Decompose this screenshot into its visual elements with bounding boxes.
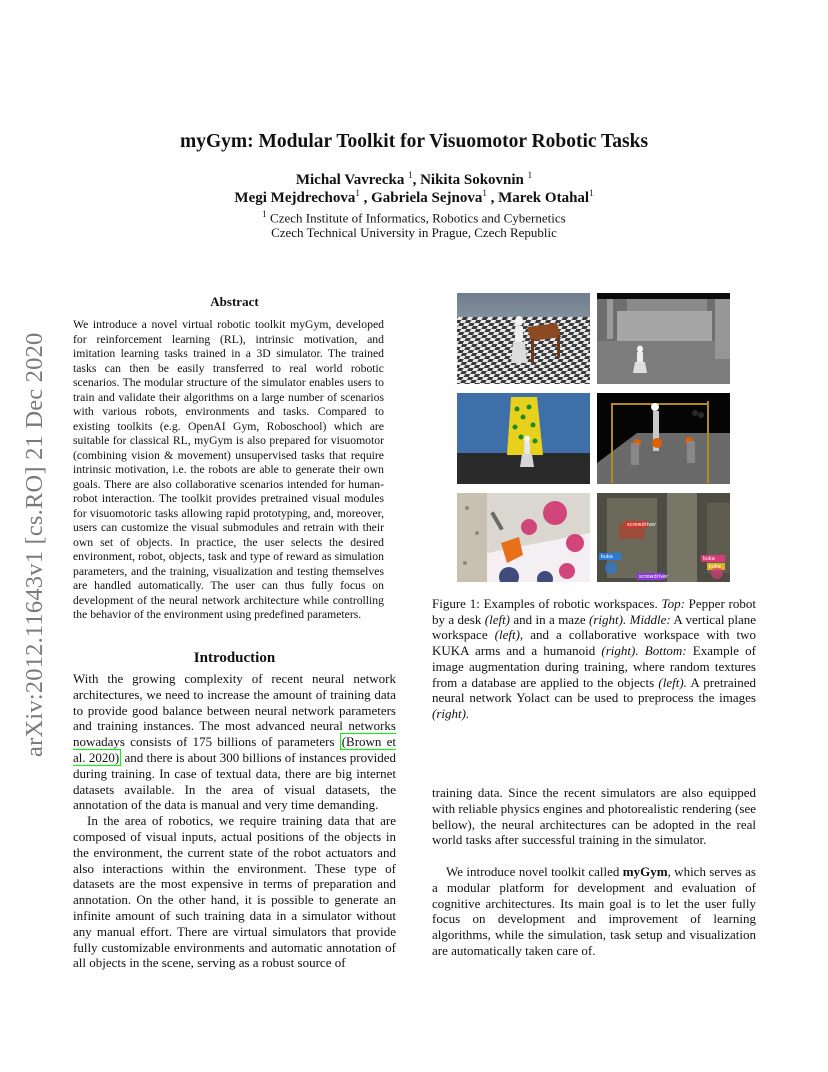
citation-link[interactable]: (Brown et al. 2020): [73, 734, 396, 765]
affiliation-line-2: Czech Technical University in Prague, Czech Republic: [271, 225, 557, 240]
intro-text: With the growing complexity of recent neural network architectures, we need to increase the amount of training data to provide good balance between neural network parameters and training instances. The most advanced neural networks nowadays consists of 175 billions of parameters: [73, 671, 396, 750]
caption-text: , and a collaborative workspace with two KUKA arms and a humanoid: [432, 627, 756, 659]
caption-emphasis: Top:: [661, 596, 685, 611]
affiliation-institute: Czech Institute of Informatics, Robotics and Cybernetics: [270, 210, 566, 226]
affiliation-mark: 1: [262, 209, 267, 219]
figure-panel-collaborative: [597, 393, 730, 484]
right-column-paragraph-2: [432, 864, 756, 959]
caption-text: Pepper robot by a desk: [432, 596, 756, 627]
caption-emphasis: (left): [484, 611, 511, 627]
author-affil-mark: 1: [589, 188, 594, 198]
caption-text: Figure 1: Examples of robotic workspaces.: [432, 596, 662, 611]
figure-panel-augmentation: [457, 493, 590, 582]
arxiv-stamp: arXiv:2012.11643v1 [cs.RO] 21 Dec 2020: [21, 332, 48, 757]
author-affil-mark: 1: [355, 188, 360, 198]
right-column-paragraph-1: training data. Since the recent simulators are also equipped with reliable physics engines and photorealistic rendering (see bellow), the neural architectures can be adopted in the real world tasks after successful training in the simulator.: [432, 785, 756, 848]
introduction-body: [73, 671, 396, 971]
caption-text: A vertical plane workspace: [432, 611, 756, 643]
author-name: Megi Mejdrechova: [234, 190, 356, 206]
caption-emphasis: (right).: [589, 611, 627, 627]
intro-text: and there is about 300 billions of instances provided during training. In case of textual data, there are big internet datasets available. In the area of visual datasets, the annotation of the data is manual and very time demanding.: [73, 749, 396, 813]
abstract-heading: Abstract: [210, 294, 259, 309]
figure-panel-vertical-plane: [457, 393, 590, 484]
caption-emphasis: (right).: [601, 643, 639, 659]
introduction-heading: Introduction: [193, 650, 276, 666]
paper-title: myGym: Modular Toolkit for Visuomotor Robotic Tasks: [179, 131, 649, 152]
caption-emphasis: (left).: [658, 674, 687, 690]
abstract-text: We introduce a novel virtual robotic toolkit myGym, developed for reinforcement learning (RL), intrinsic motivation, and imitation learning tasks trained in a 3D simulator. The trained tasks can then be easily transferred to real world robotic scenarios. The modular structure of the simulator enables users to train and validate their algorithms on a large number of scenarios with various robots, environments and tasks. Compared to existing toolkits (e.g. OpenAI Gym, Roboschool) which are suitable for classical RL, myGym is also prepared for visuomotor (combining vision & movement) unsupervised tasks that require intrinsic motivation, i.e. the robots are able to generate their own goals. There are also collaborative scenarios intended for human-robot interaction. The toolkit provides pretrained visual modules for visuomotoric tasks allowing rapid prototyping, and, moreover, users can customize the visual submodules and retrain with their own set of objects. In practice, the user selects the desired environment, robot, objects, task and type of reward as simulation parameters, and the training, visualization and testing themselves are handled automatically. The user can thus fully focus on development of the neural network architecture while controlling the behavior of the environment using predefined parameters.: [73, 318, 384, 621]
detection-label: kuka: [703, 556, 715, 562]
affiliation-line-1: [0, 209, 828, 226]
toolkit-name: myGym: [622, 864, 668, 879]
figure-panel-yolact: [597, 493, 730, 582]
detection-label: screwdriver: [639, 574, 669, 580]
detection-label: screwdriver: [627, 522, 657, 528]
figure-panel-pepper-desk: [457, 293, 590, 384]
mygym-intro-paragraph: [432, 864, 756, 959]
authors-line-1: Michal Vavrecka $^1$, Nikita Sokovnin $^1$: [295, 170, 533, 188]
author-name: Michal Vavrecka: [295, 172, 405, 188]
author-affil-mark: 1: [408, 170, 413, 180]
caption-emphasis: Middle:: [629, 611, 671, 627]
author-affil-mark: 1: [527, 170, 533, 180]
caption-emphasis: (right).: [432, 705, 470, 721]
caption-text: and in a maze: [510, 611, 590, 627]
intro-paragraph-1: [73, 671, 396, 813]
paragraph-text: We introduce novel toolkit called: [446, 864, 623, 879]
figure-1-caption: [432, 596, 756, 722]
figure-panel-maze: [597, 293, 730, 384]
caption-emphasis: (left): [494, 627, 520, 643]
caption-text: A pretrained neural network Yolact can be used to preprocess the images: [432, 674, 756, 706]
caption-emphasis: Bottom:: [644, 643, 687, 659]
intro-paragraph-2: In the area of robotics, we require training data that are composed of visual inputs, actual positions of the objects in the environment, the current state of the robot actuators and also interactions within the environment. These type of datasets are the most expensive in terms of preparation and annotation. On the other hand, it is possible to generate an infinite amount of such training data in a simulator without any manual effort. There are virtual simulators that provide fully customizable environments and automatic annotation of all objects in the scene, serving as a robust source of: [73, 813, 396, 971]
author-affil-mark: 1: [482, 188, 487, 198]
authors-line-2: Megi Mejdrechova$^1$ , Gabriela Sejnova$^1$ , Marek Otahal$^1$: [234, 188, 594, 206]
detection-label: kuka: [601, 554, 613, 560]
caption-text: Example of image augmentation during training, where random textures from a database are applied to the objects: [432, 643, 756, 690]
detection-label: kuka: [709, 564, 721, 570]
paragraph-text: , which serves as a modular platform for development and evaluation of cognitive architectures. Its main goal is to let the user fully focus on development and improvement of learning algorithms, while the simulation, task setup and visualization are automatically taken care of.: [432, 864, 756, 958]
author-name: Nikita Sokovnin: [420, 172, 524, 188]
figure-1-grid: [457, 293, 730, 582]
author-name: Gabriela Sejnova: [371, 190, 483, 206]
author-name: Marek Otahal: [498, 190, 590, 206]
